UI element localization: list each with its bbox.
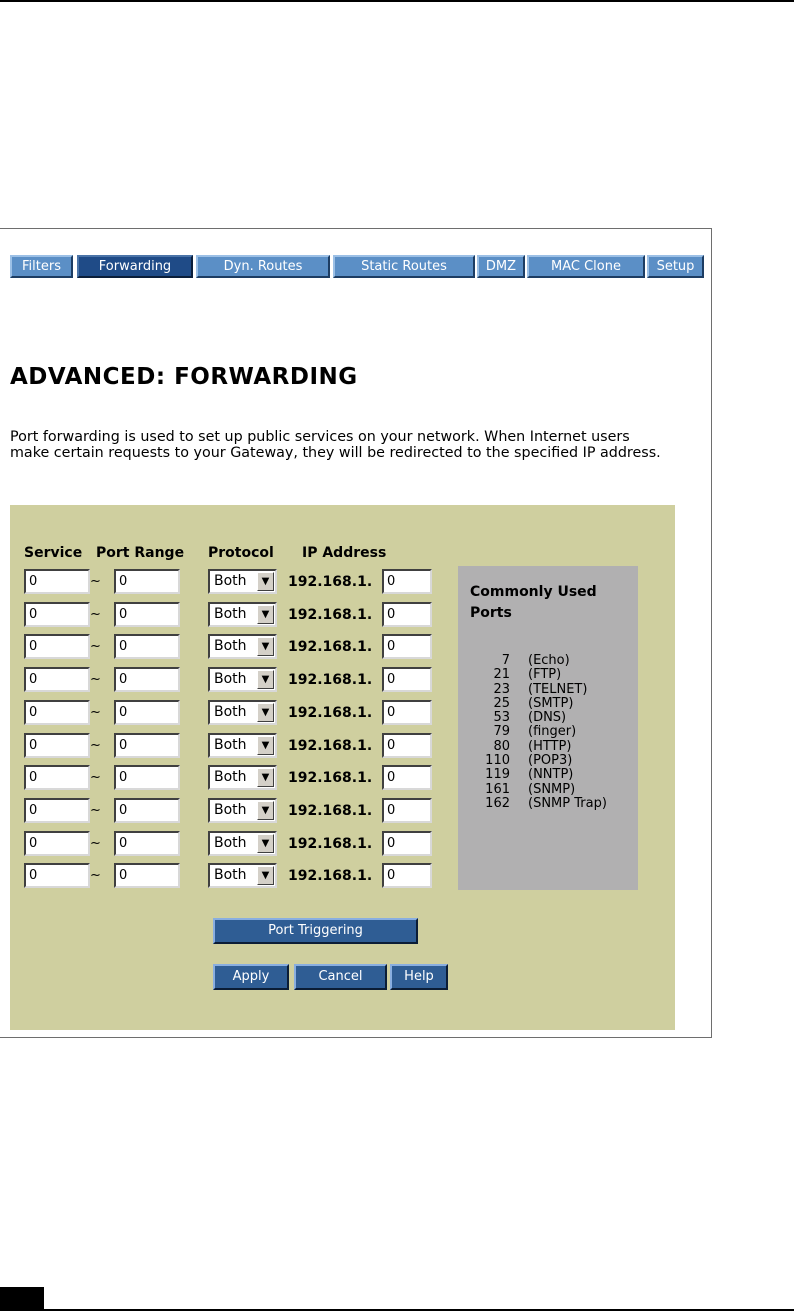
ip-prefix: 192.168.1. <box>288 868 373 885</box>
dropdown-arrow-icon[interactable]: ▼ <box>257 572 274 591</box>
tab-dmz[interactable]: DMZ <box>477 255 525 278</box>
dropdown-arrow-icon[interactable]: ▼ <box>257 637 274 656</box>
header-protocol: Protocol <box>208 545 274 561</box>
port-end-input[interactable] <box>114 831 180 856</box>
forwarding-row <box>10 831 470 856</box>
protocol-value: Both <box>214 867 247 884</box>
port-start-input[interactable] <box>24 798 90 823</box>
tab-mac-clone[interactable]: MAC Clone <box>527 255 645 278</box>
dropdown-arrow-icon[interactable]: ▼ <box>257 866 274 885</box>
ip-prefix: 192.168.1. <box>288 672 373 689</box>
port-service: (POP3) <box>528 753 573 769</box>
ip-prefix: 192.168.1. <box>288 770 373 787</box>
common-port-item <box>470 783 607 797</box>
tab-forwarding[interactable]: Forwarding <box>77 255 193 278</box>
port-service: (Echo) <box>528 653 570 668</box>
header-service: Service <box>24 545 83 561</box>
ip-prefix: 192.168.1. <box>288 574 373 590</box>
port-number: 79 <box>493 724 510 740</box>
ip-last-octet-input[interactable] <box>382 667 432 692</box>
ip-last-octet-input[interactable] <box>382 863 432 888</box>
port-start-input[interactable] <box>24 863 90 888</box>
tab-filters[interactable]: Filters <box>10 255 73 278</box>
forwarding-row <box>10 798 470 823</box>
common-ports-box <box>458 566 638 890</box>
common-port-item <box>470 725 607 739</box>
forwarding-row <box>10 765 470 790</box>
bottom-rule <box>0 1309 794 1311</box>
tab-static-routes[interactable]: Static Routes <box>333 255 475 278</box>
dropdown-arrow-icon[interactable]: ▼ <box>257 703 274 722</box>
ip-last-octet-input[interactable] <box>382 798 432 823</box>
port-number: 110 <box>485 753 510 769</box>
protocol-value: Both <box>214 638 247 655</box>
range-separator: ~ <box>90 737 101 753</box>
port-end-input[interactable] <box>114 667 180 692</box>
port-start-input[interactable] <box>24 700 90 725</box>
protocol-select[interactable] <box>208 602 277 627</box>
ip-last-octet-input[interactable] <box>382 831 432 856</box>
tab-setup[interactable]: Setup <box>647 255 704 278</box>
common-port-item <box>470 797 607 811</box>
range-separator: ~ <box>90 639 101 655</box>
protocol-value: Both <box>214 573 247 589</box>
port-service: (finger) <box>528 724 577 740</box>
port-number: 21 <box>493 667 510 683</box>
forwarding-row <box>10 602 470 627</box>
tab-dyn-routes[interactable]: Dyn. Routes <box>196 255 330 278</box>
port-end-input[interactable] <box>114 863 180 888</box>
port-number: 7 <box>501 653 510 668</box>
ip-prefix: 192.168.1. <box>288 639 373 656</box>
port-end-input[interactable] <box>114 733 180 758</box>
port-end-input[interactable] <box>114 602 180 627</box>
range-separator: ~ <box>90 672 101 688</box>
common-port-item <box>470 768 607 782</box>
common-ports-title: Commonly Used Ports <box>470 584 597 621</box>
forwarding-row <box>10 700 470 725</box>
range-separator: ~ <box>90 606 101 622</box>
common-ports-list <box>470 654 607 811</box>
port-number: 161 <box>485 781 510 797</box>
port-start-input[interactable] <box>24 765 90 790</box>
ip-last-octet-input[interactable] <box>382 700 432 725</box>
header-port-range: Port Range <box>96 545 185 561</box>
protocol-value: Both <box>214 703 247 720</box>
port-triggering-button[interactable]: Port Triggering <box>213 918 418 944</box>
protocol-value: Both <box>214 736 247 753</box>
protocol-select[interactable] <box>208 863 277 888</box>
protocol-value: Both <box>214 801 247 818</box>
forwarding-panel <box>10 505 675 1030</box>
port-number: 119 <box>485 767 510 783</box>
port-service: (FTP) <box>528 667 562 683</box>
port-start-input[interactable] <box>24 667 90 692</box>
ip-prefix: 192.168.1. <box>288 802 373 819</box>
port-number: 23 <box>493 681 510 697</box>
dropdown-arrow-icon[interactable]: ▼ <box>257 834 274 853</box>
port-number: 80 <box>493 738 510 754</box>
common-port-item <box>470 654 607 668</box>
forwarding-row <box>10 569 470 594</box>
port-service: (NNTP) <box>528 767 574 783</box>
port-number: 25 <box>493 695 510 711</box>
ip-prefix: 192.168.1. <box>288 704 373 721</box>
protocol-select[interactable] <box>208 798 277 823</box>
port-start-input[interactable] <box>24 569 90 594</box>
page-title: ADVANCED: FORWARDING <box>10 364 358 390</box>
port-number: 162 <box>485 795 510 811</box>
page-number-marker <box>0 1287 44 1311</box>
protocol-select[interactable] <box>208 667 277 692</box>
protocol-value: Both <box>214 605 247 622</box>
common-port-item <box>470 740 607 754</box>
common-port-item <box>470 711 607 725</box>
port-end-input[interactable] <box>114 569 180 594</box>
protocol-select[interactable] <box>208 733 277 758</box>
protocol-select[interactable] <box>208 569 277 594</box>
ip-last-octet-input[interactable] <box>382 569 432 594</box>
port-service: (DNS) <box>528 710 567 726</box>
ip-prefix: 192.168.1. <box>288 606 373 623</box>
port-service: (SMTP) <box>528 695 574 711</box>
dropdown-arrow-icon[interactable]: ▼ <box>257 736 274 755</box>
port-end-input[interactable] <box>114 798 180 823</box>
protocol-value: Both <box>214 769 247 786</box>
range-separator: ~ <box>90 835 101 851</box>
common-port-item <box>470 683 607 697</box>
port-service: (SNMP) <box>528 781 576 797</box>
ip-last-octet-input[interactable] <box>382 602 432 627</box>
port-service: (TELNET) <box>528 681 588 697</box>
range-separator: ~ <box>90 868 101 884</box>
ip-last-octet-input[interactable] <box>382 733 432 758</box>
protocol-select[interactable] <box>208 634 277 659</box>
common-port-item <box>470 668 607 682</box>
dropdown-arrow-icon[interactable]: ▼ <box>257 605 274 624</box>
apply-button[interactable]: Apply <box>213 964 289 990</box>
protocol-select[interactable] <box>208 765 277 790</box>
port-start-input[interactable] <box>24 733 90 758</box>
dropdown-arrow-icon[interactable]: ▼ <box>257 801 274 820</box>
ip-prefix: 192.168.1. <box>288 835 373 852</box>
protocol-value: Both <box>214 671 247 688</box>
help-button[interactable]: Help <box>390 964 448 990</box>
router-ui-frame <box>0 228 712 1038</box>
port-end-input[interactable] <box>114 765 180 790</box>
intro-text: Port forwarding is used to set up public services on your network. When Internet users make certain requests to your Gateway, they will be redirected to the specified IP address. <box>10 429 661 461</box>
forwarding-row <box>10 863 470 888</box>
port-end-input[interactable] <box>114 700 180 725</box>
port-service: (HTTP) <box>528 738 572 754</box>
protocol-value: Both <box>214 834 247 851</box>
top-rule <box>0 0 794 2</box>
protocol-select[interactable] <box>208 831 277 856</box>
port-start-input[interactable] <box>24 831 90 856</box>
port-number: 53 <box>493 710 510 726</box>
ip-last-octet-input[interactable] <box>382 634 432 659</box>
range-separator: ~ <box>90 704 101 720</box>
dropdown-arrow-icon[interactable]: ▼ <box>257 670 274 689</box>
port-service: (SNMP Trap) <box>528 795 607 811</box>
port-start-input[interactable] <box>24 634 90 659</box>
forwarding-row <box>10 667 470 692</box>
forwarding-row <box>10 634 470 659</box>
common-port-item <box>470 754 607 768</box>
ip-prefix: 192.168.1. <box>288 737 373 754</box>
cancel-button[interactable]: Cancel <box>294 964 387 990</box>
header-ip-address: IP Address <box>302 545 387 561</box>
port-start-input[interactable] <box>24 602 90 627</box>
forwarding-row <box>10 733 470 758</box>
dropdown-arrow-icon[interactable]: ▼ <box>257 768 274 787</box>
port-end-input[interactable] <box>114 634 180 659</box>
range-separator: ~ <box>90 802 101 818</box>
protocol-select[interactable] <box>208 700 277 725</box>
ip-last-octet-input[interactable] <box>382 765 432 790</box>
common-port-item <box>470 697 607 711</box>
range-separator: ~ <box>90 574 101 589</box>
range-separator: ~ <box>90 770 101 786</box>
